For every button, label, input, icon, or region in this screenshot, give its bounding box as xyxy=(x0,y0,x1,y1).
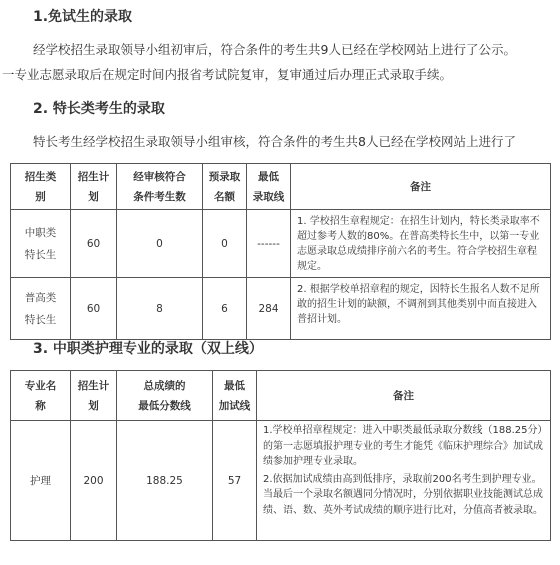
cell-qualified: 0 xyxy=(117,210,203,278)
table-header-row xyxy=(11,371,551,421)
header-min-total: 总成绩的 最低分数线 xyxy=(117,371,213,421)
header-min-score: 最低 录取线 xyxy=(247,164,291,210)
remark-paragraph-1: 1.学校单招章程规定：进入中职类最低录取分数线（188.25分）的第一志愿填报护理专业的考生才能凭《临床护理综合》加试成绩参加护理专业录取。 xyxy=(263,425,543,467)
cell-major: 护理 xyxy=(11,421,71,541)
cell-min-total: 188.25 xyxy=(117,421,213,541)
section-2-paragraph-line-1: 特长考生经学校招生录取领导小组审核，符合条件的考生共8人已经在学校网站上进行了 xyxy=(33,134,516,149)
cell-qualified: 8 xyxy=(117,278,203,340)
header-category: 招生类 别 xyxy=(11,164,71,210)
section-1-paragraph-line-1: 经学校招生录取领导小组初审后，符合条件的考生共9人已经在学校网站上进行了公示。 xyxy=(33,42,516,57)
cell-pre-admission: 6 xyxy=(203,278,247,340)
section-3-title: 3. 中职类护理专业的录取（双上线） xyxy=(33,341,263,357)
header-major: 专业名 称 xyxy=(11,371,71,421)
cell-plan: 60 xyxy=(71,278,117,340)
table-row xyxy=(11,278,551,340)
section-2-title: 2. 特长类考生的录取 xyxy=(33,101,165,117)
header-pre-admission: 预录取 名额 xyxy=(203,164,247,210)
cell-plan: 200 xyxy=(71,421,117,541)
header-remarks: 备注 xyxy=(291,164,551,210)
section-1-paragraph-line-2: 一专业志愿录取后在规定时间内报省考试院复审，复审通过后办理正式录取手续。 xyxy=(2,67,453,82)
cell-min-extra: 57 xyxy=(213,421,257,541)
header-qualified: 经审核符合 条件考生数 xyxy=(117,164,203,210)
cell-plan: 60 xyxy=(71,210,117,278)
cell-pre-admission: 0 xyxy=(203,210,247,278)
remark-paragraph-2: 2.依据加试成绩由高到低排序，录取前200名考生到护理专业。当最后一个录取名额遇同分情况时，分别依据职业技能测试总成绩、语、数、英外考试成绩的顺序进行比对，分值高者被录取。 xyxy=(263,473,543,516)
cell-remarks: 2. 根据学校单招章程的规定，因特长生报名人数不足所敢的招生计划的缺额，不调剂到其他类别中而直接进入普招计划。 xyxy=(291,278,551,340)
cell-category: 普高类 特长生 xyxy=(11,278,71,340)
cell-min-score: 284 xyxy=(247,278,291,340)
table-row xyxy=(11,210,551,278)
cell-min-score: ------ xyxy=(247,210,291,278)
specialty-admission-table xyxy=(10,163,551,340)
table-header-row xyxy=(11,164,551,210)
cell-remarks xyxy=(257,421,551,541)
cell-remarks: 1. 学校招生章程规定：在招生计划内，特长类录取率不超过参考人数的80%。在普高类特长生中，以第一专业志愿录取总成绩排序前六名的考生。符合学校招生章程规定。 xyxy=(291,210,551,278)
cell-category: 中职类 特长生 xyxy=(11,210,71,278)
nursing-admission-table xyxy=(10,370,551,541)
header-remarks: 备注 xyxy=(257,371,551,421)
header-plan: 招生计 划 xyxy=(71,164,117,210)
table-row xyxy=(11,421,551,541)
header-plan: 招生计 划 xyxy=(71,371,117,421)
section-1-title: 1.免试生的录取 xyxy=(33,9,133,25)
header-min-extra: 最低 加试线 xyxy=(213,371,257,421)
